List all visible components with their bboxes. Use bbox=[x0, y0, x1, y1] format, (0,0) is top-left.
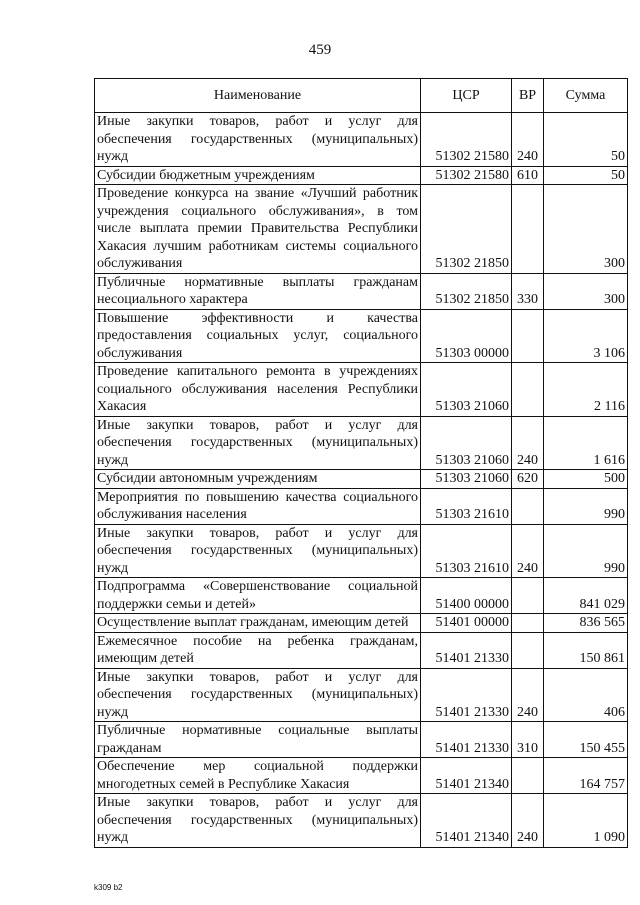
row-csr-cell: 51401 21340 bbox=[421, 758, 512, 794]
row-vr-cell bbox=[512, 309, 544, 363]
row-name-cell: Публичные нормативные социальные выплаты гражданам bbox=[95, 722, 421, 758]
header-name: Наименование bbox=[95, 79, 421, 113]
row-name-cell: Осуществление выплат гражданам, имеющим детей bbox=[95, 614, 421, 633]
row-csr-cell: 51401 21330 bbox=[421, 632, 512, 668]
table-row bbox=[95, 113, 628, 167]
row-vr-cell bbox=[512, 632, 544, 668]
row-sum-cell: 300 bbox=[544, 185, 628, 274]
row-csr-cell: 51303 00000 bbox=[421, 309, 512, 363]
row-vr-cell: 610 bbox=[512, 166, 544, 185]
table-row bbox=[95, 273, 628, 309]
row-csr-cell: 51303 21610 bbox=[421, 524, 512, 578]
row-sum-cell: 3 106 bbox=[544, 309, 628, 363]
row-csr-cell: 51303 21610 bbox=[421, 488, 512, 524]
row-csr-cell: 51303 21060 bbox=[421, 470, 512, 489]
row-vr-cell bbox=[512, 614, 544, 633]
row-sum-cell: 841 029 bbox=[544, 578, 628, 614]
row-name-cell: Публичные нормативные выплаты гражданам несоциального характера bbox=[95, 273, 421, 309]
row-sum-cell: 990 bbox=[544, 524, 628, 578]
row-sum-cell: 164 757 bbox=[544, 758, 628, 794]
row-name-cell: Иные закупки товаров, работ и услуг для обеспечения государственных (муниципальных) нужд bbox=[95, 668, 421, 722]
row-vr-cell bbox=[512, 758, 544, 794]
table-row bbox=[95, 166, 628, 185]
row-csr-cell: 51302 21850 bbox=[421, 185, 512, 274]
table-row bbox=[95, 309, 628, 363]
row-name-cell: Иные закупки товаров, работ и услуг для обеспечения государственных (муниципальных) нужд bbox=[95, 113, 421, 167]
row-sum-cell: 150 455 bbox=[544, 722, 628, 758]
row-sum-cell: 1 090 bbox=[544, 794, 628, 848]
row-csr-cell: 51401 00000 bbox=[421, 614, 512, 633]
row-name-cell: Подпрограмма «Совершенствование социальной поддержки семьи и детей» bbox=[95, 578, 421, 614]
row-name-cell: Иные закупки товаров, работ и услуг для обеспечения государственных (муниципальных) нужд bbox=[95, 524, 421, 578]
row-vr-cell: 620 bbox=[512, 470, 544, 489]
row-name-cell: Иные закупки товаров, работ и услуг для обеспечения государственных (муниципальных) нужд bbox=[95, 794, 421, 848]
row-sum-cell: 990 bbox=[544, 488, 628, 524]
row-csr-cell: 51302 21850 bbox=[421, 273, 512, 309]
table-row bbox=[95, 614, 628, 633]
row-sum-cell: 150 861 bbox=[544, 632, 628, 668]
row-vr-cell: 240 bbox=[512, 113, 544, 167]
page-number: 459 bbox=[308, 42, 332, 58]
table-row bbox=[95, 578, 628, 614]
table-row bbox=[95, 632, 628, 668]
table-row bbox=[95, 524, 628, 578]
table-row bbox=[95, 794, 628, 848]
header-vr: ВР bbox=[512, 79, 544, 113]
table-row bbox=[95, 722, 628, 758]
row-sum-cell: 2 116 bbox=[544, 363, 628, 417]
row-vr-cell bbox=[512, 185, 544, 274]
table-row bbox=[95, 470, 628, 489]
row-sum-cell: 50 bbox=[544, 166, 628, 185]
row-name-cell: Мероприятия по повышению качества социального обслуживания населения bbox=[95, 488, 421, 524]
row-vr-cell bbox=[512, 578, 544, 614]
row-sum-cell: 500 bbox=[544, 470, 628, 489]
row-csr-cell: 51401 21340 bbox=[421, 794, 512, 848]
table-row bbox=[95, 488, 628, 524]
table-row bbox=[95, 416, 628, 470]
row-csr-cell: 51303 21060 bbox=[421, 363, 512, 417]
row-vr-cell: 240 bbox=[512, 416, 544, 470]
table-row bbox=[95, 363, 628, 417]
row-name-cell: Проведение капитального ремонта в учреждениях социального обслуживания населения Республики Хакасия bbox=[95, 363, 421, 417]
row-name-cell: Проведение конкурса на звание «Лучший работник учреждения социального обслуживания», в том числе выплата премии Правительства Республики Хакасия лучшим работникам системы социального обслуживания bbox=[95, 185, 421, 274]
row-vr-cell: 240 bbox=[512, 524, 544, 578]
table-header-row bbox=[95, 79, 628, 113]
row-sum-cell: 836 565 bbox=[544, 614, 628, 633]
budget-table bbox=[94, 78, 628, 848]
table-row bbox=[95, 758, 628, 794]
row-sum-cell: 406 bbox=[544, 668, 628, 722]
row-name-cell: Субсидии бюджетным учреждениям bbox=[95, 166, 421, 185]
row-csr-cell: 51401 21330 bbox=[421, 722, 512, 758]
row-csr-cell: 51302 21580 bbox=[421, 113, 512, 167]
table-body bbox=[95, 113, 628, 848]
row-sum-cell: 300 bbox=[544, 273, 628, 309]
row-name-cell: Субсидии автономным учреждениям bbox=[95, 470, 421, 489]
footer-code: k309 b2 bbox=[94, 883, 123, 892]
row-name-cell: Повышение эффективности и качества предоставления социальных услуг, социального обслуживания bbox=[95, 309, 421, 363]
row-sum-cell: 50 bbox=[544, 113, 628, 167]
header-csr: ЦСР bbox=[421, 79, 512, 113]
row-vr-cell: 310 bbox=[512, 722, 544, 758]
row-csr-cell: 51302 21580 bbox=[421, 166, 512, 185]
row-csr-cell: 51401 21330 bbox=[421, 668, 512, 722]
row-vr-cell bbox=[512, 363, 544, 417]
row-csr-cell: 51303 21060 bbox=[421, 416, 512, 470]
row-sum-cell: 1 616 bbox=[544, 416, 628, 470]
row-vr-cell: 240 bbox=[512, 668, 544, 722]
row-csr-cell: 51400 00000 bbox=[421, 578, 512, 614]
row-vr-cell: 330 bbox=[512, 273, 544, 309]
row-name-cell: Иные закупки товаров, работ и услуг для обеспечения государственных (муниципальных) нужд bbox=[95, 416, 421, 470]
row-vr-cell: 240 bbox=[512, 794, 544, 848]
row-vr-cell bbox=[512, 488, 544, 524]
row-name-cell: Ежемесячное пособие на ребенка гражданам, имеющим детей bbox=[95, 632, 421, 668]
table-row bbox=[95, 185, 628, 274]
header-sum: Сумма bbox=[544, 79, 628, 113]
table-row bbox=[95, 668, 628, 722]
row-name-cell: Обеспечение мер социальной поддержки многодетных семей в Республике Хакасия bbox=[95, 758, 421, 794]
